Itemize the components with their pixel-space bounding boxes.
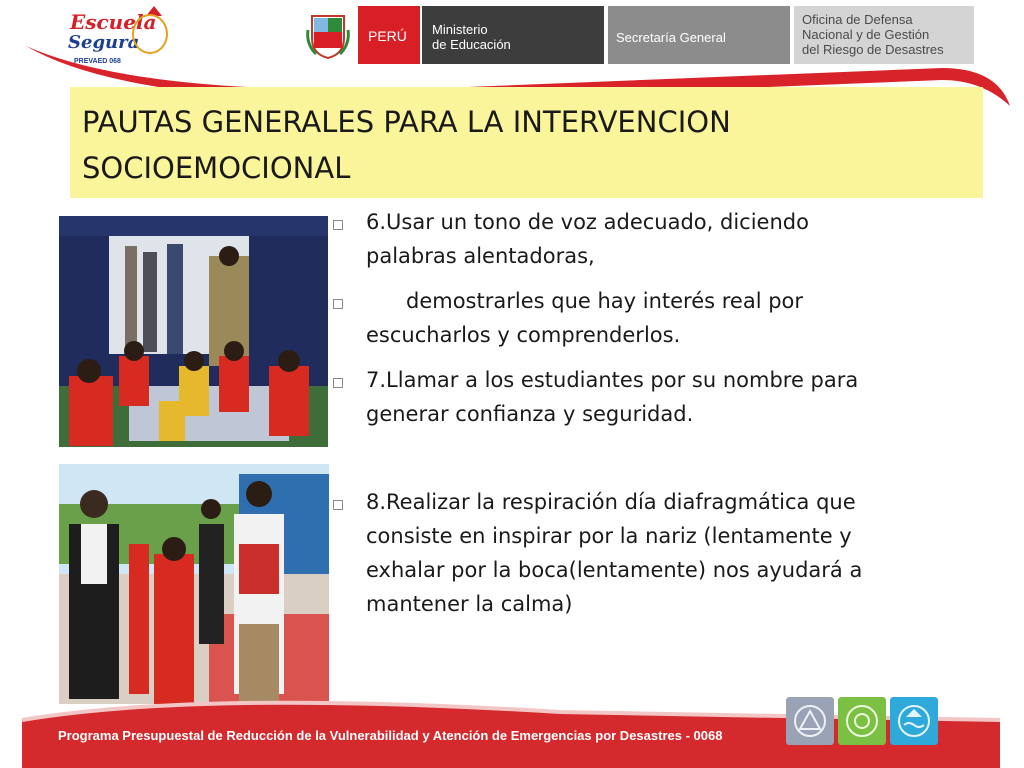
bullet-line: 8.Realizar la respiración día diafragmática que (366, 490, 856, 514)
ministerio-line1: Ministerio (432, 22, 488, 37)
circle-emblem-icon (838, 697, 886, 745)
bullet-line: escucharlos y comprenderlos. (366, 323, 681, 347)
bullet-line: demostrarles que hay interés real por (406, 289, 804, 313)
bullet-square-icon (333, 378, 343, 388)
list-item (330, 205, 930, 273)
bullet-line: mantener la calma) (366, 592, 573, 616)
shield-coat-of-arms-icon (306, 10, 350, 60)
title-line1: PAUTAS GENERALES PARA LA INTERVENCION (82, 105, 731, 139)
bullet-square-icon (333, 220, 343, 230)
list-item (330, 363, 930, 431)
list-item (330, 485, 930, 621)
secretaria-block (608, 6, 790, 64)
bullet-square-icon (333, 299, 343, 309)
photo-children-outdoor (59, 464, 329, 704)
ministerio-block (422, 6, 604, 64)
escuela-segura-logo (62, 4, 172, 70)
logo-line2: Segura (68, 32, 140, 53)
secretaria-label: Secretaría General (616, 30, 726, 45)
peru-label: PERÚ (368, 28, 407, 44)
peru-block (358, 6, 420, 64)
footer-program-text: Programa Presupuestal de Reducción de la Vulnerabilidad y Atención de Emergencias por Desastres - 0068 (58, 728, 723, 743)
bullet-line: 7.Llamar a los estudiantes por su nombre para (366, 368, 859, 392)
logo-line1: Escuela (70, 10, 157, 34)
bullet-line: 6.Usar un tono de voz adecuado, diciendo (366, 210, 809, 234)
bullet-line: exhalar por la boca(lentamente) nos ayudará a (366, 558, 863, 582)
slide-title (82, 99, 962, 191)
water-emblem-icon (890, 697, 938, 745)
title-line2: SOCIOEMOCIONAL (82, 151, 351, 185)
bullet-line: generar confianza y seguridad. (366, 402, 694, 426)
oficina-line2: Nacional y de Gestión (802, 27, 930, 42)
oficina-block (794, 6, 974, 64)
oficina-line1: Oficina de Defensa (802, 12, 913, 27)
oficina-line3: del Riesgo de Desastres (802, 42, 944, 57)
photo-children-tent (59, 216, 328, 447)
bullet-line: palabras alentadoras, (366, 244, 595, 268)
bullet-line: consiste en inspirar por la nariz (lentamente y (366, 524, 852, 548)
triangle-emblem-icon (786, 697, 834, 745)
kids-circle-icon (132, 14, 168, 54)
bullet-square-icon (333, 500, 343, 510)
logo-line3: PREVAED 068 (74, 58, 121, 65)
list-item (330, 284, 930, 352)
ministerio-line2: de Educación (432, 37, 511, 52)
